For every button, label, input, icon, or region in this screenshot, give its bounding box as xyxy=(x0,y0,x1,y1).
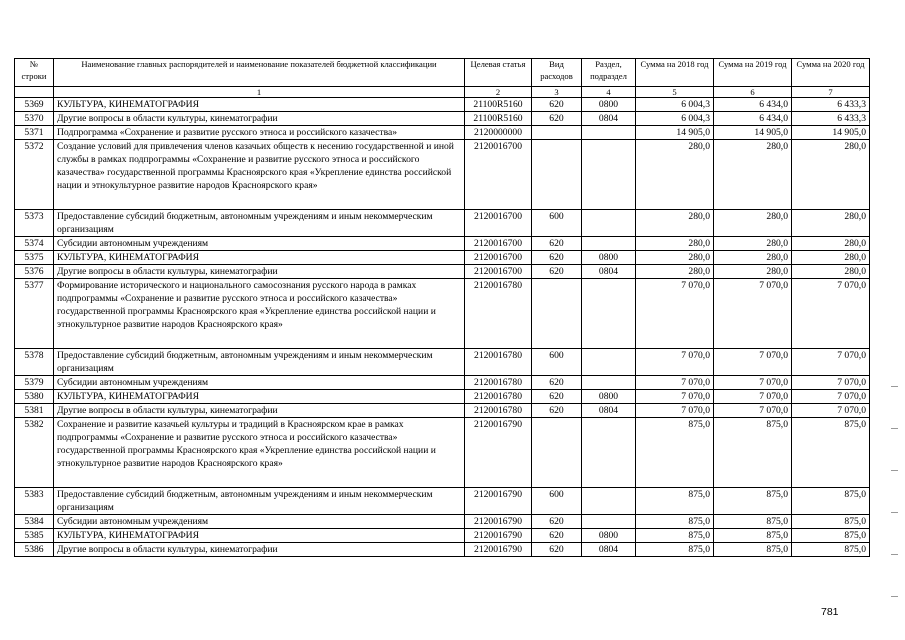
row-section xyxy=(582,210,636,237)
column-number: 6 xyxy=(714,87,792,98)
row-number: 5370 xyxy=(15,112,54,126)
row-name: Создание условий для привлечения членов казачьих обществ к несению государственной и иной службы в рамках подпрограммы «Сохранение и развитие русского этноса и российского казачества» государственной программы Красноярского края «Укрепление единства российской нации и этнокультурное развитие народов Красноярского края» xyxy=(54,140,465,210)
row-sum-2020: 6 433,3 xyxy=(792,112,870,126)
table-row xyxy=(15,349,870,376)
row-expense-type: 600 xyxy=(532,488,582,515)
row-sum-2020: 14 905,0 xyxy=(792,126,870,140)
header-sum-2018: Сумма на 2018 год xyxy=(636,59,714,87)
row-section: 0804 xyxy=(582,404,636,418)
row-number: 5382 xyxy=(15,418,54,488)
row-expense-type xyxy=(532,140,582,210)
row-name: Предоставление субсидий бюджетным, автономным учреждениям и иным некоммерческим организациям xyxy=(54,349,465,376)
row-sum-2019: 7 070,0 xyxy=(714,279,792,349)
row-expense-type xyxy=(532,418,582,488)
table-row xyxy=(15,140,870,210)
table-row xyxy=(15,210,870,237)
row-number: 5384 xyxy=(15,515,54,529)
row-name: Другие вопросы в области культуры, кинематографии xyxy=(54,265,465,279)
row-number: 5385 xyxy=(15,529,54,543)
row-name: Субсидии автономным учреждениям xyxy=(54,515,465,529)
header-expense-type: Вид расходов xyxy=(532,59,582,87)
row-expense-type: 620 xyxy=(532,265,582,279)
row-name: КУЛЬТУРА, КИНЕМАТОГРАФИЯ xyxy=(54,529,465,543)
table-row xyxy=(15,279,870,349)
row-number: 5372 xyxy=(15,140,54,210)
column-number: 5 xyxy=(636,87,714,98)
row-sum-2018: 875,0 xyxy=(636,418,714,488)
row-expense-type: 620 xyxy=(532,515,582,529)
row-sum-2019: 875,0 xyxy=(714,515,792,529)
table-row xyxy=(15,390,870,404)
column-number: 3 xyxy=(532,87,582,98)
row-sum-2020: 280,0 xyxy=(792,251,870,265)
row-sum-2019: 875,0 xyxy=(714,418,792,488)
row-sum-2020: 7 070,0 xyxy=(792,376,870,390)
row-sum-2019: 280,0 xyxy=(714,210,792,237)
row-sum-2018: 280,0 xyxy=(636,265,714,279)
column-number: 2 xyxy=(465,87,532,98)
row-number: 5374 xyxy=(15,237,54,251)
row-number: 5386 xyxy=(15,543,54,557)
row-section xyxy=(582,126,636,140)
row-target-article: 2120016700 xyxy=(465,237,532,251)
row-sum-2018: 280,0 xyxy=(636,210,714,237)
table-body xyxy=(15,98,870,557)
row-sum-2018: 875,0 xyxy=(636,529,714,543)
row-name: КУЛЬТУРА, КИНЕМАТОГРАФИЯ xyxy=(54,251,465,265)
table-row xyxy=(15,112,870,126)
row-sum-2020: 280,0 xyxy=(792,265,870,279)
row-section: 0804 xyxy=(582,543,636,557)
row-sum-2020: 6 433,3 xyxy=(792,98,870,112)
row-number: 5381 xyxy=(15,404,54,418)
row-sum-2019: 280,0 xyxy=(714,140,792,210)
row-number: 5369 xyxy=(15,98,54,112)
column-number: 7 xyxy=(792,87,870,98)
row-sum-2020: 875,0 xyxy=(792,543,870,557)
row-section xyxy=(582,418,636,488)
row-sum-2019: 875,0 xyxy=(714,543,792,557)
row-name: КУЛЬТУРА, КИНЕМАТОГРАФИЯ xyxy=(54,98,465,112)
row-number: 5383 xyxy=(15,488,54,515)
row-sum-2020: 875,0 xyxy=(792,488,870,515)
row-expense-type: 620 xyxy=(532,112,582,126)
row-sum-2019: 280,0 xyxy=(714,251,792,265)
row-sum-2018: 280,0 xyxy=(636,237,714,251)
row-expense-type xyxy=(532,126,582,140)
table-row xyxy=(15,488,870,515)
row-sum-2019: 280,0 xyxy=(714,265,792,279)
row-target-article: 2120016700 xyxy=(465,265,532,279)
row-section: 0804 xyxy=(582,265,636,279)
row-sum-2019: 6 434,0 xyxy=(714,112,792,126)
row-sum-2019: 7 070,0 xyxy=(714,404,792,418)
header-sum-2019: Сумма на 2019 год xyxy=(714,59,792,87)
budget-table xyxy=(14,58,870,557)
row-expense-type: 620 xyxy=(532,376,582,390)
column-number: 4 xyxy=(582,87,636,98)
row-name: Субсидии автономным учреждениям xyxy=(54,376,465,390)
row-section: 0800 xyxy=(582,98,636,112)
row-number: 5373 xyxy=(15,210,54,237)
row-sum-2018: 7 070,0 xyxy=(636,349,714,376)
row-sum-2019: 7 070,0 xyxy=(714,376,792,390)
table-row xyxy=(15,404,870,418)
row-target-article: 2120016700 xyxy=(465,140,532,210)
row-name: Сохранение и развитие казачьей культуры и традиций в Красноярском крае в рамках подпрограммы «Сохранение и развитие русского этноса и российского казачества» государственной программы Красноярского края «Укрепление единства российской нации и этнокультурное развитие народов Красноярского края» xyxy=(54,418,465,488)
row-target-article: 2120016780 xyxy=(465,376,532,390)
row-sum-2018: 280,0 xyxy=(636,140,714,210)
column-number: 1 xyxy=(54,87,465,98)
row-sum-2018: 14 905,0 xyxy=(636,126,714,140)
row-sum-2018: 280,0 xyxy=(636,251,714,265)
row-expense-type: 620 xyxy=(532,543,582,557)
row-target-article: 2120016790 xyxy=(465,543,532,557)
row-sum-2019: 7 070,0 xyxy=(714,349,792,376)
row-target-article: 2120016700 xyxy=(465,251,532,265)
row-target-article: 2120016790 xyxy=(465,418,532,488)
row-expense-type xyxy=(532,279,582,349)
header-row-number: № строки xyxy=(15,59,54,87)
column-number-row xyxy=(15,87,870,98)
column-number xyxy=(15,87,54,98)
row-sum-2018: 7 070,0 xyxy=(636,404,714,418)
row-expense-type: 620 xyxy=(532,237,582,251)
row-target-article: 2120016790 xyxy=(465,488,532,515)
row-section xyxy=(582,349,636,376)
row-sum-2020: 280,0 xyxy=(792,237,870,251)
table-row xyxy=(15,515,870,529)
row-sum-2019: 6 434,0 xyxy=(714,98,792,112)
row-sum-2020: 280,0 xyxy=(792,210,870,237)
row-sum-2020: 875,0 xyxy=(792,515,870,529)
row-target-article: 2120016780 xyxy=(465,349,532,376)
row-section xyxy=(582,515,636,529)
row-section: 0800 xyxy=(582,251,636,265)
row-sum-2020: 7 070,0 xyxy=(792,404,870,418)
row-target-article: 2120016780 xyxy=(465,279,532,349)
row-sum-2020: 280,0 xyxy=(792,140,870,210)
row-target-article: 21100R5160 xyxy=(465,112,532,126)
scan-edge-marks xyxy=(891,300,899,640)
row-expense-type: 620 xyxy=(532,251,582,265)
row-name: Другие вопросы в области культуры, кинематографии xyxy=(54,404,465,418)
row-target-article: 2120016700 xyxy=(465,210,532,237)
row-sum-2020: 875,0 xyxy=(792,418,870,488)
row-number: 5380 xyxy=(15,390,54,404)
page-number: 781 xyxy=(821,606,839,618)
row-section xyxy=(582,488,636,515)
table-row xyxy=(15,376,870,390)
row-expense-type: 620 xyxy=(532,404,582,418)
row-sum-2018: 7 070,0 xyxy=(636,376,714,390)
row-section: 0800 xyxy=(582,529,636,543)
row-section: 0804 xyxy=(582,112,636,126)
row-sum-2018: 6 004,3 xyxy=(636,98,714,112)
row-number: 5376 xyxy=(15,265,54,279)
table-row xyxy=(15,98,870,112)
row-expense-type: 600 xyxy=(532,349,582,376)
row-name: Другие вопросы в области культуры, кинематографии xyxy=(54,543,465,557)
table-row xyxy=(15,543,870,557)
row-sum-2019: 7 070,0 xyxy=(714,390,792,404)
table-row xyxy=(15,237,870,251)
row-target-article: 2120016780 xyxy=(465,390,532,404)
row-sum-2018: 6 004,3 xyxy=(636,112,714,126)
row-expense-type: 620 xyxy=(532,98,582,112)
header-section: Раздел, подраздел xyxy=(582,59,636,87)
table-row xyxy=(15,265,870,279)
header-name: Наименование главных распорядителей и наименование показателей бюджетной классификации xyxy=(54,59,465,87)
row-target-article: 2120000000 xyxy=(465,126,532,140)
table-row xyxy=(15,251,870,265)
row-name: Субсидии автономным учреждениям xyxy=(54,237,465,251)
table-row xyxy=(15,418,870,488)
row-section xyxy=(582,376,636,390)
row-sum-2020: 875,0 xyxy=(792,529,870,543)
row-sum-2019: 280,0 xyxy=(714,237,792,251)
row-sum-2020: 7 070,0 xyxy=(792,349,870,376)
row-expense-type: 600 xyxy=(532,210,582,237)
row-target-article: 21100R5160 xyxy=(465,98,532,112)
row-sum-2018: 875,0 xyxy=(636,515,714,529)
row-section xyxy=(582,140,636,210)
table-row xyxy=(15,126,870,140)
row-section xyxy=(582,279,636,349)
row-sum-2018: 875,0 xyxy=(636,488,714,515)
row-name: Подпрограмма «Сохранение и развитие русского этноса и российского казачества» xyxy=(54,126,465,140)
row-name: Предоставление субсидий бюджетным, автономным учреждениям и иным некоммерческим организациям xyxy=(54,210,465,237)
row-number: 5371 xyxy=(15,126,54,140)
header-target-article: Целевая статья xyxy=(465,59,532,87)
row-sum-2018: 7 070,0 xyxy=(636,279,714,349)
row-expense-type: 620 xyxy=(532,529,582,543)
row-section xyxy=(582,237,636,251)
header-sum-2020: Сумма на 2020 год xyxy=(792,59,870,87)
row-sum-2019: 875,0 xyxy=(714,488,792,515)
row-sum-2018: 7 070,0 xyxy=(636,390,714,404)
table-row xyxy=(15,529,870,543)
table-header-row xyxy=(15,59,870,87)
row-sum-2019: 875,0 xyxy=(714,529,792,543)
row-expense-type: 620 xyxy=(532,390,582,404)
row-name: Другие вопросы в области культуры, кинематографии xyxy=(54,112,465,126)
row-number: 5375 xyxy=(15,251,54,265)
row-number: 5378 xyxy=(15,349,54,376)
row-target-article: 2120016790 xyxy=(465,529,532,543)
row-sum-2020: 7 070,0 xyxy=(792,279,870,349)
row-sum-2019: 14 905,0 xyxy=(714,126,792,140)
row-section: 0800 xyxy=(582,390,636,404)
row-name: Предоставление субсидий бюджетным, автономным учреждениям и иным некоммерческим организациям xyxy=(54,488,465,515)
row-sum-2020: 7 070,0 xyxy=(792,390,870,404)
row-target-article: 2120016780 xyxy=(465,404,532,418)
row-target-article: 2120016790 xyxy=(465,515,532,529)
row-name: КУЛЬТУРА, КИНЕМАТОГРАФИЯ xyxy=(54,390,465,404)
row-number: 5377 xyxy=(15,279,54,349)
row-number: 5379 xyxy=(15,376,54,390)
row-name: Формирование исторического и национального самосознания русского народа в рамках подпрограммы «Сохранение и развитие русского этноса и российского казачества» государственной программы Красноярского края «Укрепление единства российской нации и этнокультурное развитие народов Красноярского края» xyxy=(54,279,465,349)
row-sum-2018: 875,0 xyxy=(636,543,714,557)
